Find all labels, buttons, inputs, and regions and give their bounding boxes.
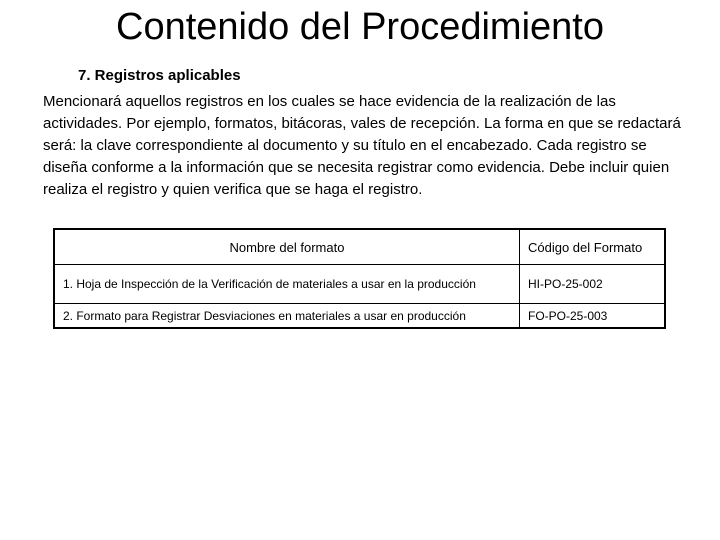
format-code-cell: FO-PO-25-003 [520,304,666,329]
format-name-cell: 1. Hoja de Inspección de la Verificación de materiales a usar en la producción [54,265,520,304]
table-header-row [54,229,665,265]
table-row [54,304,665,329]
body-paragraph: Mencionará aquellos registros en los cuales se hace evidencia de la realización de las actividades. Por ejemplo, formatos, bitácoras, vales de recepción. La forma en que se redactará será: la clave correspondiente al documento y su título en el encabezado. Cada registro se diseña conforme a la información que se necesita registrar como evidencia. Debe incluir quien realiza el registro y quien verifica que se haga el registro. [43,93,681,198]
table-row [54,265,665,304]
records-table [53,228,666,329]
slide-title: Contenido del Procedimiento [116,6,604,48]
header-format-name: Nombre del formato [54,229,520,265]
section-heading: 7. Registros aplicables [78,67,241,84]
format-code-cell: HI-PO-25-002 [520,265,666,304]
header-format-code: Código del Formato [520,229,666,265]
format-name-cell: 2. Formato para Registrar Desviaciones en materiales a usar en producción [54,304,520,329]
